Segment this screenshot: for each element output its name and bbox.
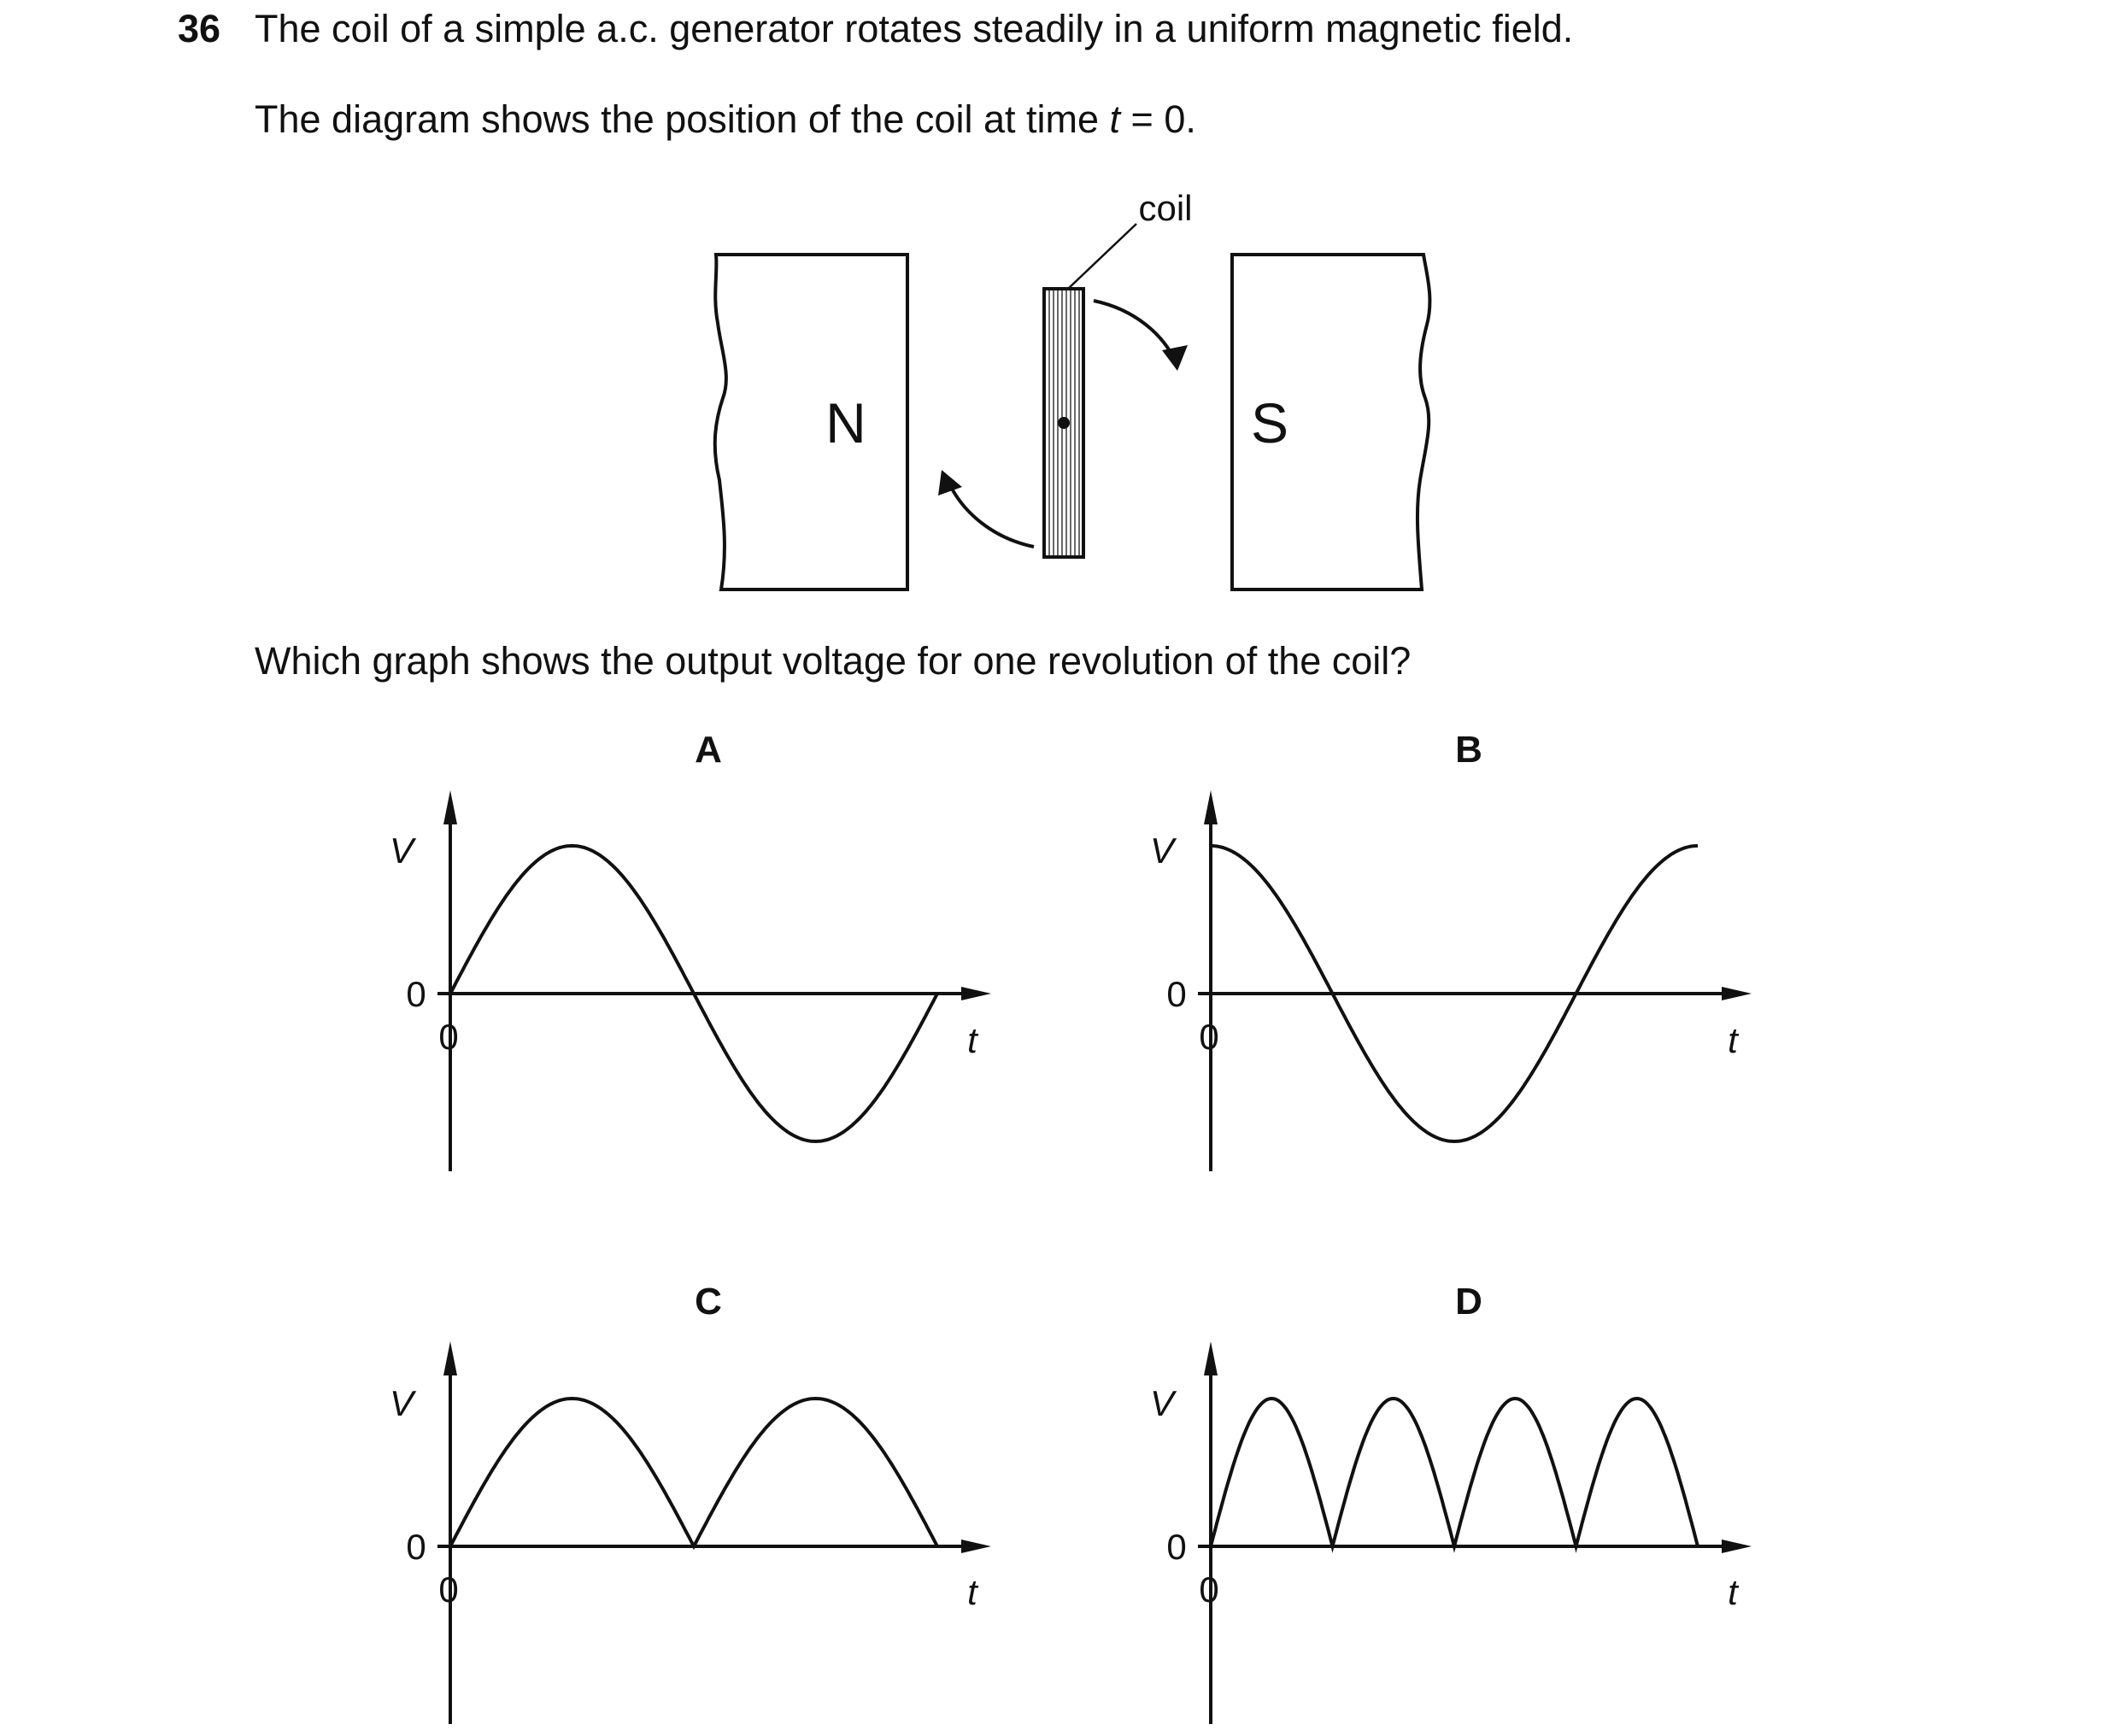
graph-c-y-arrow <box>443 1341 457 1375</box>
graph-a-origin-x-label: 0 <box>438 1017 459 1057</box>
graph-c-origin-x-label: 0 <box>438 1569 459 1610</box>
graph-d-t-label: t <box>1728 1572 1738 1612</box>
option-b-label: B <box>1455 729 1482 771</box>
south-pole-label: S <box>1250 391 1289 455</box>
graph-c-x-arrow <box>961 1540 991 1553</box>
graph-b-origin-y-label: 0 <box>1166 974 1187 1014</box>
graph-d-origin-y-label: 0 <box>1166 1527 1187 1567</box>
generator-diagram <box>715 188 1430 589</box>
north-pole-label: N <box>825 391 866 455</box>
caption-text-end: = 0. <box>1120 97 1196 141</box>
graph-a-y-arrow <box>443 790 457 824</box>
graph-c-t-label: t <box>967 1572 977 1612</box>
north-magnet <box>715 255 907 589</box>
graph-b-x-arrow <box>1722 987 1752 1000</box>
graph-c-origin-y-label: 0 <box>406 1527 426 1567</box>
graph-d-y-arrow <box>1204 1341 1218 1375</box>
graph-d <box>1150 1341 1752 1724</box>
graph-d-v-label: V <box>1149 1383 1175 1423</box>
graph-b <box>1150 790 1752 1171</box>
graph-a-origin-y-label: 0 <box>406 974 426 1014</box>
rotation-arrowhead-lower <box>938 470 962 496</box>
graph-d-x-arrow <box>1722 1540 1752 1553</box>
graph-a-x-arrow <box>961 987 991 1000</box>
rotation-arrow-lower <box>950 485 1034 547</box>
rotation-arrow-upper <box>1094 301 1176 362</box>
graph-a-v-label: V <box>389 830 414 871</box>
graph-a-t-label: t <box>967 1020 977 1060</box>
graph-d-curve <box>1211 1399 1698 1546</box>
graph-c-curve <box>450 1399 937 1546</box>
question-prompt: Which graph shows the output voltage for one revolution of the coil? <box>255 639 1412 683</box>
graph-a <box>390 790 991 1171</box>
graph-b-t-label: t <box>1728 1020 1738 1060</box>
graph-b-v-label: V <box>1149 830 1175 871</box>
question-stem: The coil of a simple a.c. generator rotates steadily in a uniform magnetic field. <box>255 7 1574 50</box>
coil <box>1044 289 1083 557</box>
axis-of-rotation-dot <box>1058 417 1070 429</box>
caption-text-start: The diagram shows the position of the coil at time <box>255 97 1110 141</box>
caption-time-symbol: t <box>1109 97 1121 141</box>
graph-c <box>390 1341 991 1724</box>
coil-label: coil <box>1138 188 1193 228</box>
graph-b-y-arrow <box>1204 790 1218 824</box>
option-a-label: A <box>695 729 722 771</box>
graph-b-origin-x-label: 0 <box>1199 1017 1219 1057</box>
rotation-arrowhead-upper <box>1162 345 1188 371</box>
option-d-label: D <box>1455 1281 1482 1323</box>
graph-d-origin-x-label: 0 <box>1199 1569 1219 1610</box>
question-number: 36 <box>178 7 221 50</box>
option-c-label: C <box>695 1281 722 1323</box>
graph-c-v-label: V <box>389 1383 414 1423</box>
coil-leader-line <box>1068 224 1136 289</box>
